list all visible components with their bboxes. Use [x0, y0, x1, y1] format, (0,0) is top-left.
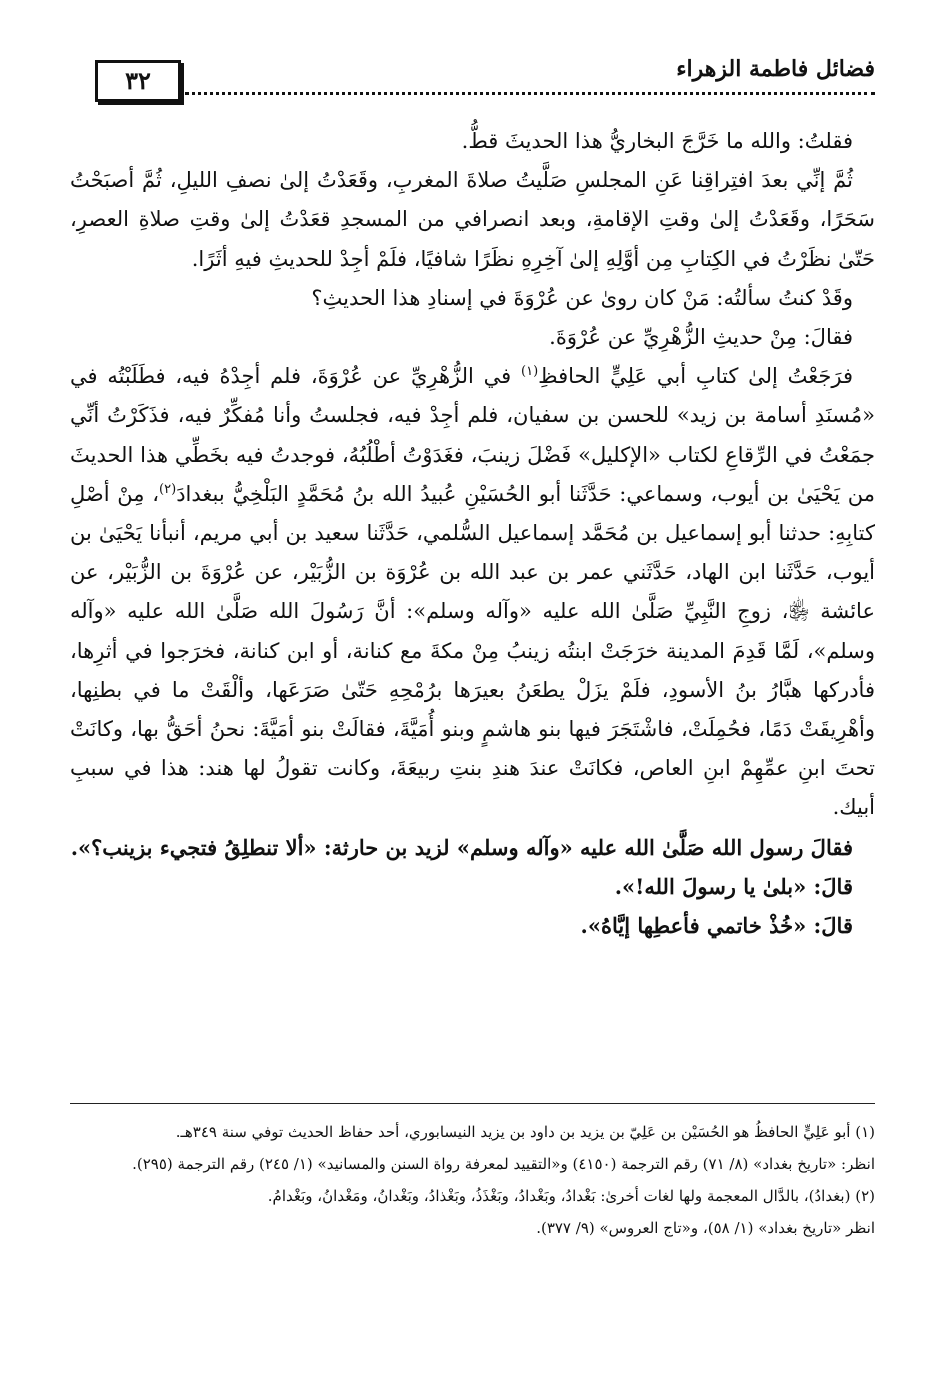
paragraph-6: فقالَ رسول الله صَلَّىٰ الله عليه «وآله وسلم» لزيد بن حارثة: «ألا تنطلِقُ فتجيء بزينب؟».	[70, 834, 853, 860]
paragraph-4: فقالَ: مِنْ حديثِ الزُّهْرِيِّ عن عُرْوَةَ.	[549, 325, 853, 350]
paragraph-5-middle: في الزُّهْرِيِّ عن عُرْوَةَ، فلم أجِدْهُ فيه، فطَلَبْتُه في «مُسنَدِ أسامة بن زيد» للحسن بن سفيان، فلم أجِدْ فيه، فجلستُ وأنا مُفكِّرٌ فيه، فذَكَرْتُ أنِّي جمَعْتُ في الرِّقاعِ لكتاب «الإكليل» فَضْلَ زينبَ، فغَدَوْتُ أطْلُبُهُ، فوجدتُ فيه بخَطِّي هذا الحديثَ من يَحْيَىٰ بن أيوب، وسماعي: حَدَّثَنا أبو الحُسَيْنِ عُبيدُ الله بنُ مُحَمَّدٍ البَلْخِيُّ ببغدادَ	[70, 364, 875, 506]
paragraph-5-end: ، مِنْ أصْلِ كتابِهِ: حدثنا أبو إسماعيل بن مُحَمَّد إسماعيل السُّلمي، حَدَّثَنا سعيد بن أبي مريم، أنبأنا يَحْيَىٰ بن أيوب، حَدَّثَنا ابن الهاد، حَدَّثَني عمر بن عبد الله بن عُرْوَة بن الزُّبَيْر، عن عُرْوَةَ بن الزُّبَيْر، عن عائشة ﵂، زوجِ النَّبِيِّ صَلَّىٰ الله عليه «وآله وسلم»: أنَّ رَسُولَ الله صَلَّىٰ الله عليه «وآله وسلم»، لَمَّا قَدِمَ المدينة خرَجَتْ ابنتُه زينبُ مِنْ مكةَ مع كنانة، أو ابن كنانة، فخرَجوا في أثرِها، فأدركها هبَّارُ بنُ الأسودِ، فلَمْ يزَلْ يطعَنُ بعيرَها برُمْحِهِ حَتّىٰ صَرَعَها، وألْقَتْ ما في بطنِها، وأهْرِيقَتْ دَمًا، فحُمِلَتْ، فاشْتَجَرَ فيها بنو هاشمٍ وبنو أُمَيَّةَ، فقالَتْ بنو أمَيَّةَ: نحنُ أحَقُّ بها، وكانَتْ تحتَ ابنِ عمِّهِمْ ابنِ العاص، فكانَتْ عندَ هندِ بنتِ ربيعَةَ، وكانت تقولُ لها هند: هذا في سببِ أبيك.	[70, 481, 875, 820]
footnote-2-line-1: (٢) (بغدادُ)، بالدَّال المعجمة ولها لغات أخرىٰ: بَغْدادُ، وبَغْدادُ، وبَغْذَذُ، وبَغْذادُ، وبَغْدانُ، ومَغْدانُ، وبَغْدامُ.	[267, 1187, 875, 1205]
footnote-1-line-2: انظر: «تاريخ بغداد» (٨/ ٧١) رقم الترجمة (٤١٥٠) و«التقييد لمعرفة رواة السنن والمسانيد» (١/ ٢٤٥) رقم الترجمة (٢٩٥).	[132, 1155, 875, 1173]
footnote-1-line-1: (١) أبو عَلِيٍّ الحافظُ هو الحُسَيْن بن عَلِيّ بن يزيد بن داود بن يزيد النيسابوري، أحد حفاظ الحديث توفي سنة ٣٤٩هـ.	[175, 1123, 875, 1141]
paragraph-2: ثُمَّ إنِّي بعدَ افتِراقِنا عَنِ المجلسِ صَلَّيتُ صلاةَ المغربِ، وقَعَدْتُ إلىٰ نصفِ الليلِ، ثُمَّ أصبَحْتُ سَحَرًا، وقَعَدْتُ إلىٰ وقتِ الإقامةِ، وبعد انصرافي من المسجدِ قعَدْتُ إلىٰ وقتِ صلاةِ العصرِ، حَتّىٰ نظَرْتُ في الكِتابِ مِن أوَّلِهِ إلىٰ آخِرِهِ نظَرًا شافيًا، فلَمْ أجِدْ للحديثِ فيهِ أثَرًا.	[70, 168, 875, 271]
paragraph-5	[70, 357, 875, 827]
header-dotted-rule	[185, 92, 875, 95]
footnote-marker-1: (١)	[521, 364, 539, 380]
paragraph-5-start: فرَجَعْتُ إلىٰ كتابِ أبي عَلِيٍّ الحافظِ	[538, 364, 853, 389]
book-title: فضائل فاطمة الزهراء	[676, 56, 875, 82]
page-number: ٣٢	[95, 60, 181, 102]
paragraph-7: قالَ: «بلىٰ يا رسولَ الله!».	[614, 873, 853, 899]
paragraph-3: وقَدْ كنتُ سألتُه: مَنْ كان روىٰ عن عُرْوَةَ في إسنادِ هذا الحديثِ؟	[311, 285, 853, 310]
main-text	[70, 122, 875, 945]
paragraph-1: فقلتُ: والله ما خَرَّجَ البخاريُّ هذا الحديثَ قطُّ.	[461, 129, 853, 153]
page-header	[95, 52, 875, 102]
paragraph-8: قالَ: «خُذْ خاتمي فأعطِها إيَّاهُ».	[580, 913, 853, 939]
footnotes	[70, 1116, 875, 1244]
footnote-marker-2: (٢)	[159, 481, 177, 497]
footnote-divider	[70, 1103, 875, 1104]
footnote-2-line-2: انظر «تاريخ بغداد» (١/ ٥٨)، و«تاج العروس» (٩/ ٣٧٧).	[536, 1219, 875, 1237]
